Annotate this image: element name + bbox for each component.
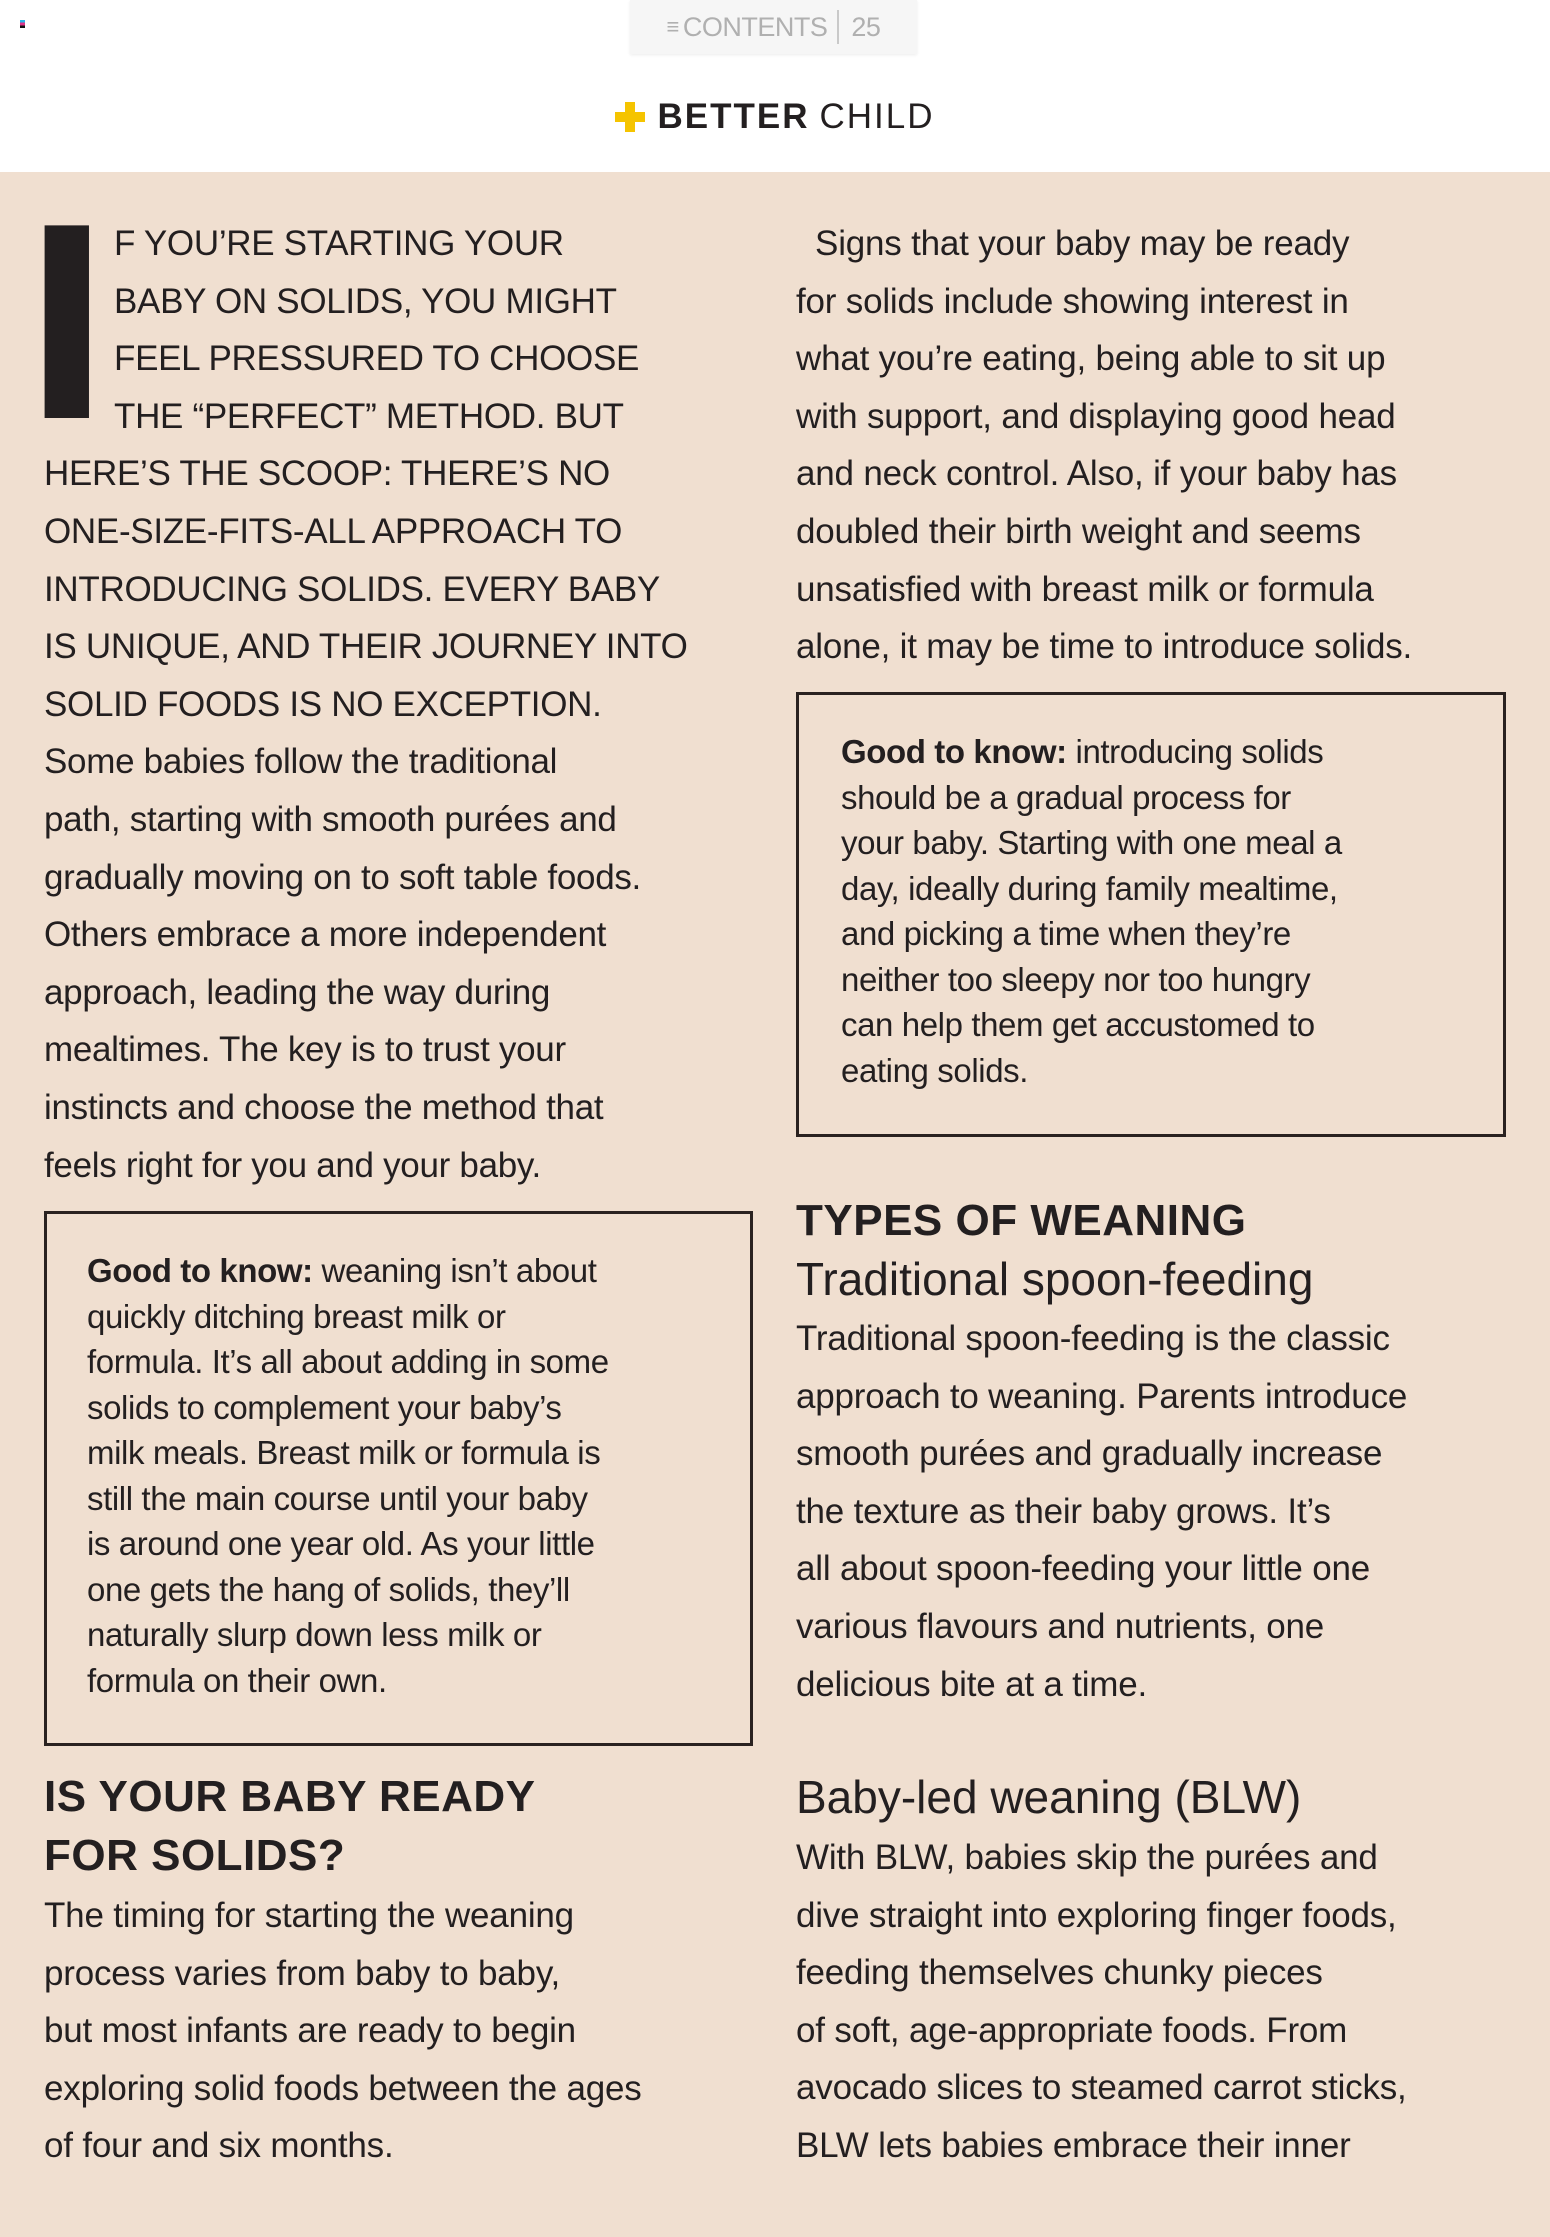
drop-cap: I: [24, 166, 110, 478]
text-line: various flavours and nutrients, one: [796, 1606, 1325, 1646]
text-line: of four and six months.: [44, 2126, 394, 2166]
contents-label: CONTENTS: [682, 11, 828, 42]
brand-light: CHILD: [819, 97, 935, 136]
text-line: exploring solid foods between the ages: [44, 2068, 642, 2108]
text-line: formula on their own.: [87, 1661, 387, 1699]
heading-types-of-weaning: TYPES OF WEANING: [796, 1196, 1247, 1245]
box-text: introducing solids: [1066, 733, 1324, 770]
divider: [837, 10, 839, 44]
text-line: for solids include showing interest in: [796, 281, 1349, 321]
text-line: mealtimes. The key is to trust your: [44, 1030, 566, 1070]
text-line: your baby. Starting with one meal a: [841, 824, 1342, 861]
text-line: all about spoon-feeding your little one: [796, 1549, 1370, 1589]
text-line: still the main course until your baby: [87, 1479, 588, 1517]
text-line: gradually moving on to soft table foods.: [44, 857, 641, 897]
text-line: alone, it may be time to introduce solids.: [796, 627, 1413, 667]
good-to-know-label: Good to know:: [841, 733, 1067, 770]
text-line: unsatisfied with breast milk or formula: [796, 569, 1374, 609]
text-line: delicious bite at a time.: [796, 1664, 1148, 1704]
text-line: instincts and choose the method that: [44, 1087, 604, 1127]
plus-cross-icon: [615, 102, 645, 132]
text-line: BABY ON SOLIDS, YOU MIGHT: [114, 281, 617, 321]
text-line: solids to complement your baby’s: [87, 1388, 562, 1426]
text-line: can help them get accustomed to: [841, 1006, 1315, 1043]
text-line: is around one year old. As your little: [87, 1525, 595, 1562]
text-line: [841, 729, 1503, 775]
good-to-know-box-gradual: [796, 692, 1506, 1137]
contents-button[interactable]: [630, 0, 917, 54]
text-line: SOLID FOODS IS NO EXCEPTION.: [44, 684, 602, 724]
text-line: path, starting with smooth purées and: [44, 799, 617, 839]
text-line: feeding themselves chunky pieces: [796, 1953, 1323, 1993]
text-line: Signs that your baby may be ready: [796, 224, 1350, 263]
text-line: The timing for starting the weaning: [44, 1896, 574, 1935]
text-line: approach, leading the way during: [44, 972, 551, 1012]
text-line: what you’re eating, being able to sit up: [796, 339, 1386, 379]
subheading-traditional: Traditional spoon-feeding: [796, 1253, 1314, 1305]
good-to-know-label: Good to know:: [87, 1252, 313, 1289]
good-to-know-box-weaning: [44, 1211, 753, 1746]
text-line: avocado slices to steamed carrot sticks,: [796, 2068, 1407, 2108]
text-line: BLW lets babies embrace their inner: [796, 2125, 1351, 2165]
text-line: with support, and displaying good head: [796, 396, 1396, 436]
box-text: weaning isn’t about: [312, 1252, 597, 1289]
text-line: of soft, age-appropriate foods. From: [796, 2010, 1348, 2050]
text-line: process varies from baby to baby,: [44, 1953, 561, 1993]
text-line: day, ideally during family mealtime,: [841, 869, 1338, 907]
subheading-blw: Baby-led weaning (BLW): [796, 1771, 1302, 1823]
blw-paragraph: [796, 1829, 1407, 2175]
text-line: IS YOUR BABY READY: [44, 1772, 536, 1821]
text-line: THE “PERFECT” METHOD. BUT: [114, 396, 624, 436]
text-line: approach to weaning. Parents introduce: [796, 1376, 1408, 1416]
text-line: With BLW, babies skip the purées and: [796, 1838, 1378, 1877]
text-line: feels right for you and your baby.: [44, 1145, 541, 1185]
text-line: and picking a time when they’re: [841, 915, 1291, 952]
text-line: FOR SOLIDS?: [44, 1830, 346, 1880]
text-line: INTRODUCING SOLIDS. EVERY BABY: [44, 569, 660, 609]
text-line: neither too sleepy nor too hungry: [841, 960, 1311, 998]
text-line: formula. It’s all about adding in some: [87, 1343, 609, 1380]
text-line: Others embrace a more independent: [44, 915, 607, 955]
text-line: ONE-SIZE-FITS-ALL APPROACH TO: [44, 511, 622, 551]
text-line: milk meals. Breast milk or formula is: [87, 1434, 601, 1471]
text-line: FEEL PRESSURED TO CHOOSE: [114, 339, 640, 379]
text-line: eating solids.: [841, 1051, 1029, 1089]
section-brand: [0, 94, 1550, 140]
traditional-paragraph: [796, 1310, 1407, 1713]
signs-paragraph: [796, 215, 1412, 676]
text-line: doubled their birth weight and seems: [796, 511, 1361, 551]
text-line: Some babies follow the traditional: [44, 742, 558, 782]
page-number: 25: [851, 11, 881, 42]
text-line: naturally slurp down less milk or: [87, 1616, 542, 1653]
text-line: one gets the hang of solids, they’ll: [87, 1570, 570, 1608]
text-line: smooth purées and gradually increase: [796, 1434, 1383, 1474]
text-line: quickly ditching breast milk or: [87, 1297, 506, 1335]
registration-mark: [20, 20, 25, 28]
text-line: [87, 1248, 750, 1294]
text-line: the texture as their baby grows. It’s: [796, 1491, 1331, 1531]
menu-icon: ≡: [666, 14, 679, 39]
brand-bold: BETTER: [657, 97, 810, 136]
intro-paragraph: [44, 215, 688, 1194]
text-line: F YOU’RE STARTING YOUR: [114, 224, 564, 263]
text-line: dive straight into exploring finger foods,: [796, 1895, 1397, 1935]
text-line: but most infants are ready to begin: [44, 2011, 576, 2051]
ready-paragraph: [44, 1887, 642, 2175]
text-line: HERE’S THE SCOOP: THERE’S NO: [44, 454, 610, 494]
text-line: should be a gradual process for: [841, 778, 1291, 816]
text-line: IS UNIQUE, AND THEIR JOURNEY INTO: [44, 627, 688, 667]
text-line: and neck control. Also, if your baby has: [796, 454, 1397, 494]
text-line: Traditional spoon-feeding is the classic: [796, 1319, 1390, 1358]
heading-baby-ready: [44, 1768, 535, 1885]
